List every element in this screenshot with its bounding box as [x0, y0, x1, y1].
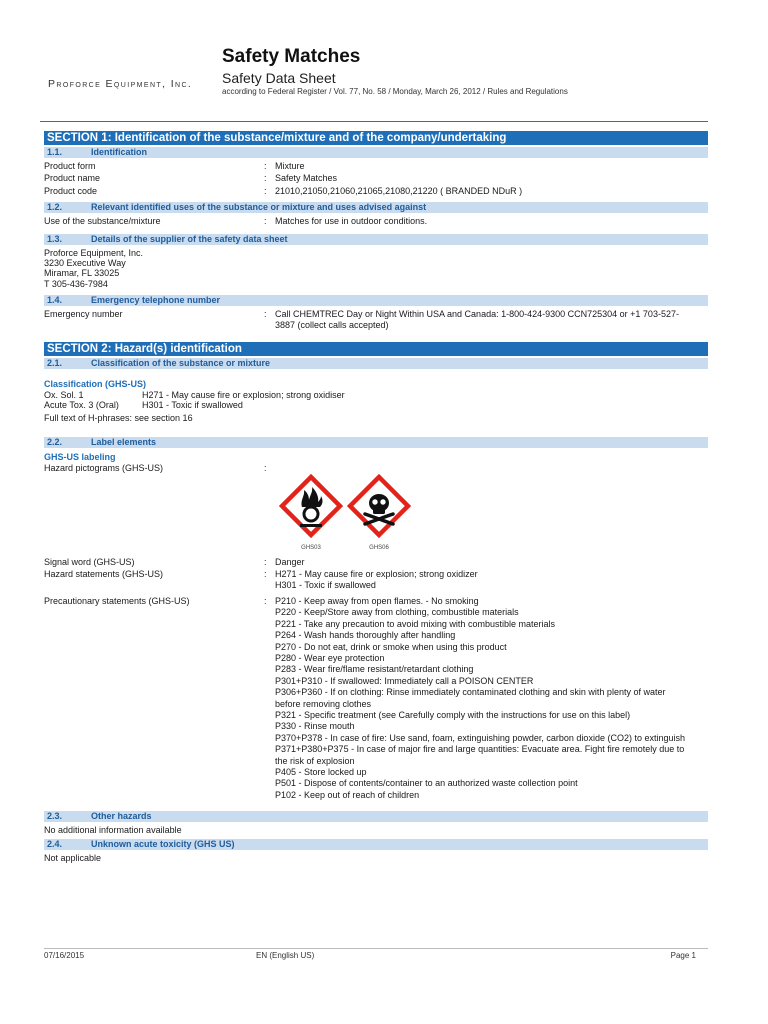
ghs-labeling-heading: GHS-US labeling — [44, 452, 116, 463]
emergency-row — [44, 309, 708, 330]
hazard-statement: H301 - Toxic if swallowed — [142, 400, 243, 411]
field-value: Safety Matches — [275, 173, 338, 184]
field-separator: : — [264, 309, 267, 320]
precautionary-item: P221 - Take any precaution to avoid mixing with combustible materials — [275, 618, 555, 629]
field-label: Product code — [44, 185, 98, 196]
product-code-row — [44, 186, 708, 197]
subsection-title: Relevant identified uses of the substance or mixture and uses advised against — [91, 202, 427, 213]
field-label: Product name — [44, 173, 101, 184]
precautionary-item: P405 - Store locked up — [275, 767, 367, 777]
page-footer — [44, 948, 708, 960]
skull-crossbones-icon — [347, 474, 411, 538]
company-logo-text: Proforce Equipment, Inc. — [48, 78, 193, 90]
other-hazards-text: No additional information available — [44, 825, 182, 836]
precautionary-item: P321 - Specific treatment (see Carefully comply with the instructions for use on this label) — [275, 709, 631, 720]
subsection-number: 2.3. — [47, 811, 63, 822]
precautionary-item: P301+P310 - If swallowed: Immediately call a POISON CENTER — [275, 675, 534, 686]
field-separator: : — [264, 595, 267, 606]
precautionary-item: P264 - Wash hands thoroughly after handling — [275, 630, 456, 641]
pictogram-ghs06 — [343, 474, 415, 551]
supplier-line: 3230 Executive Way — [44, 258, 126, 269]
document-subtitle: Safety Data Sheet — [222, 70, 336, 86]
classification-row — [44, 390, 708, 400]
precautionary-item: P102 - Keep out of reach of children — [275, 789, 420, 800]
subsection-1-2-heading — [44, 202, 708, 213]
field-label: Hazard statements (GHS-US) — [44, 569, 164, 580]
full-text-note: Full text of H-phrases: see section 16 — [44, 412, 193, 423]
unknown-toxicity-text: Not applicable — [44, 852, 102, 863]
precautionary-item: P210 - Keep away from open flames. - No smoking — [275, 595, 479, 606]
pictogram-code: GHS03 — [301, 544, 321, 551]
precautionary-item: P220 - Keep/Store away from clothing, combustible materials — [275, 607, 519, 618]
field-value: Matches for use in outdoor conditions. — [275, 216, 428, 227]
regulation-reference: according to Federal Register / Vol. 77, No. 58 / Monday, March 26, 2012 / Rules and Regulations — [222, 87, 568, 96]
precautionary-item: P370+P378 - In case of fire: Use sand, foam, extinguishing powder, carbon dioxide (CO2) to extinguish — [275, 732, 685, 743]
subsection-number: 1.4. — [47, 295, 63, 306]
use-row — [44, 216, 708, 227]
field-value: 21010,21050,21060,21065,21080,21220 ( BRANDED NDuR ) — [275, 185, 523, 196]
subsection-1-4-heading — [44, 295, 708, 306]
subsection-1-1-heading — [44, 147, 708, 158]
subsection-number: 2.1. — [47, 358, 63, 369]
field-label: Hazard pictograms (GHS-US) — [44, 463, 164, 474]
classification-heading: Classification (GHS-US) — [44, 379, 147, 390]
precautionary-item: P501 - Dispose of contents/container to an authorized waste collection point — [275, 778, 578, 789]
hazard-statements-row — [44, 569, 708, 590]
hazard-statement-item: H301 - Toxic if swallowed — [275, 579, 376, 590]
precautionary-statements-row — [44, 596, 708, 801]
precautionary-item: P270 - Do not eat, drink or smoke when using this product — [275, 641, 507, 652]
supplier-line: T 305-436-7984 — [44, 278, 108, 289]
precautionary-item: P306+P360 - If on clothing: Rinse immediately contaminated clothing and skin with plenty of water before removing clothes — [275, 687, 666, 709]
footer-page-number: Page 1 — [670, 951, 696, 960]
hazard-statement-item: H271 - May cause fire or explosion; strong oxidizer — [275, 569, 478, 580]
document-body — [44, 131, 708, 863]
hazard-pictograms — [275, 474, 708, 551]
subsection-title: Details of the supplier of the safety data sheet — [91, 233, 288, 244]
classification-row — [44, 400, 708, 410]
subsection-number: 1.3. — [47, 233, 63, 244]
supplier-address — [44, 248, 708, 290]
field-separator: : — [264, 173, 267, 184]
field-separator: : — [264, 463, 267, 474]
field-separator: : — [264, 216, 267, 227]
field-value: Danger — [275, 556, 305, 567]
section-1-heading: SECTION 1: Identification of the substance/mixture and of the company/undertaking — [44, 131, 708, 145]
hazard-statement: H271 - May cause fire or explosion; strong oxidiser — [142, 390, 345, 401]
subsection-title: Classification of the substance or mixture — [91, 358, 271, 369]
subsection-2-3-heading — [44, 811, 708, 822]
subsection-title: Identification — [91, 147, 147, 157]
field-value: Call CHEMTREC Day or Night Within USA and Canada: 1-800-424-9300 CCN725304 or +1 703-527-3887 (collect calls accepted) — [275, 309, 679, 330]
subsection-number: 1.1. — [47, 147, 63, 157]
hazard-class: Ox. Sol. 1 — [44, 390, 84, 401]
section-2-heading: SECTION 2: Hazard(s) identification — [44, 342, 708, 356]
hazard-class: Acute Tox. 3 (Oral) — [44, 400, 119, 411]
field-label: Emergency number — [44, 309, 123, 320]
signal-word-row — [44, 557, 708, 568]
document-title: Safety Matches — [222, 46, 361, 67]
document-header — [0, 0, 768, 122]
pictogram-code: GHS06 — [369, 544, 389, 551]
product-form-row — [44, 161, 708, 172]
subsection-2-1-heading — [44, 358, 708, 369]
subsection-2-2-heading — [44, 437, 708, 448]
precautionary-item: P280 - Wear eye protection — [275, 652, 385, 663]
field-label: Use of the substance/mixture — [44, 216, 161, 227]
footer-date: 07/16/2015 — [44, 951, 85, 960]
subsection-number: 2.2. — [47, 437, 63, 448]
subsection-title: Unknown acute toxicity (GHS US) — [91, 838, 235, 849]
field-separator: : — [264, 556, 267, 567]
subsection-number: 1.2. — [47, 202, 63, 213]
field-label: Product form — [44, 161, 96, 171]
field-separator: : — [264, 569, 267, 580]
subsection-number: 2.4. — [47, 838, 63, 849]
field-value: Mixture — [275, 161, 305, 171]
supplier-line: Proforce Equipment, Inc. — [44, 247, 144, 258]
footer-language: EN (English US) — [256, 951, 315, 960]
field-separator: : — [264, 161, 267, 171]
field-separator: : — [264, 185, 267, 196]
header-divider — [40, 121, 708, 122]
field-label: Signal word (GHS-US) — [44, 556, 135, 567]
subsection-title: Emergency telephone number — [91, 295, 221, 306]
subsection-title: Other hazards — [91, 811, 152, 822]
supplier-line: Miramar, FL 33025 — [44, 268, 120, 279]
precautionary-item: P283 - Wear fire/flame resistant/retardant clothing — [275, 664, 474, 675]
subsection-1-3-heading — [44, 234, 708, 245]
subsection-title: Label elements — [91, 437, 157, 448]
field-label: Precautionary statements (GHS-US) — [44, 595, 190, 606]
subsection-2-4-heading — [44, 839, 708, 850]
pictogram-ghs03 — [275, 474, 347, 551]
precautionary-item: P371+P380+P375 - In case of major fire and large quantities: Evacuate area. Fight fire remotely due to the risk of explosion — [275, 744, 685, 766]
product-name-row — [44, 173, 708, 184]
precautionary-item: P330 - Rinse mouth — [275, 721, 355, 732]
flame-over-circle-icon — [279, 474, 343, 538]
